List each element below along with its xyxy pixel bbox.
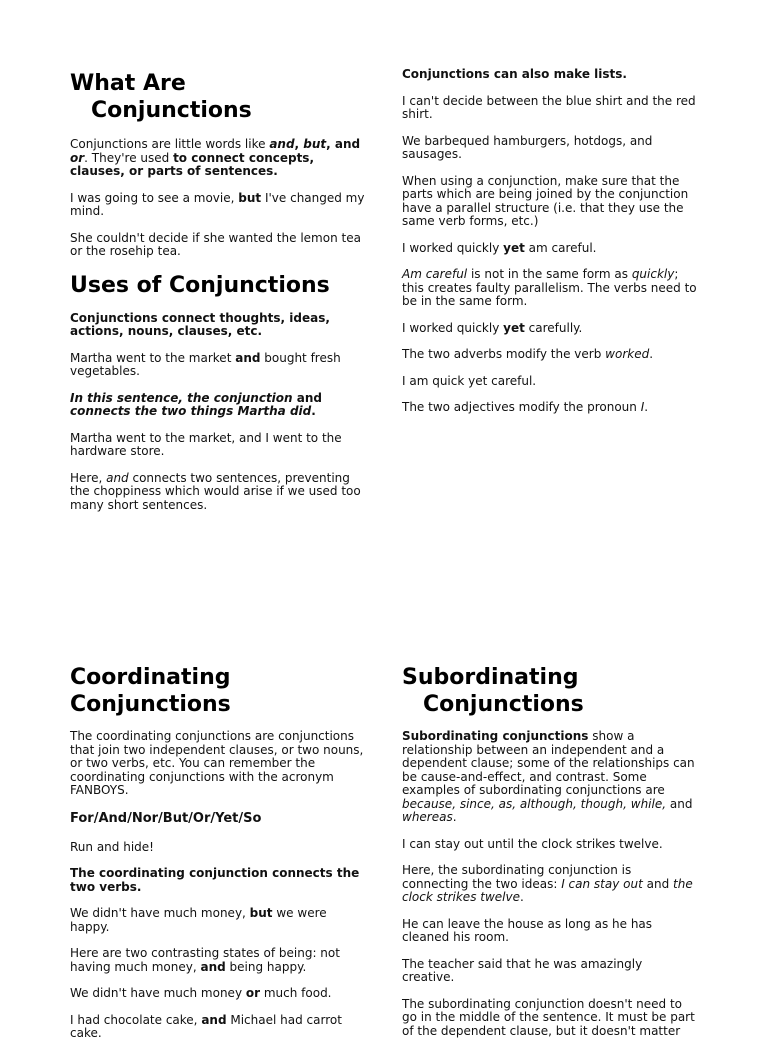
paragraph: Conjunctions are little words like and, but, and or. They're used to connect concepts, clauses, or parts of sentences. — [70, 137, 361, 178]
fanboys-acronym: For/And/Nor/But/Or/Yet/So — [70, 810, 262, 826]
example-sentence: Martha went to the market and bought fresh vegetables. — [70, 350, 341, 378]
example-sentence: I can't decide between the blue shirt and the red shirt. — [402, 93, 696, 121]
paragraph: Conjunctions connect thoughts, ideas, actions, nouns, clauses, etc. — [70, 310, 330, 338]
paragraph: When using a conjunction, make sure that the parts which are being joined by the conjunction have a parallel structure (i.e. that they use the same verb forms, etc.) — [402, 173, 689, 228]
heading-subordinating-conjunctions: Subordinating Conjunctions — [402, 665, 584, 717]
explanation: Here, and connects two sentences, preventing the choppiness which would arise if we used too many short sentences. — [70, 470, 361, 512]
column-bottom-right — [402, 664, 698, 1051]
column-top-right — [402, 68, 698, 428]
heading-coordinating-conjunctions: Coordinating Conjunctions — [70, 665, 231, 717]
heading-uses-of-conjunctions: Uses of Conjunctions — [70, 272, 330, 298]
explanation: Am careful is not in the same form as quickly; this creates faulty parallelism. The verbs need to be in the same form. — [402, 267, 697, 308]
explanation: Here, the subordinating conjunction is connecting the two ideas: I can stay out and the clock strikes twelve. — [402, 863, 693, 904]
example-sentence: We barbequed hamburgers, hotdogs, and sausages. — [402, 133, 653, 161]
explanation: The two adjectives modify the pronoun I. — [402, 400, 649, 414]
explanation: Here are two contrasting states of being: not having much money, and being happy. — [70, 946, 340, 974]
paragraph: The coordinating conjunctions are conjunctions that join two independent clauses, or two nouns, or two verbs, etc. You can remember the coordinating conjunctions with the acronym FANBOYS. — [70, 729, 364, 797]
example-sentence: I was going to see a movie, but I've changed my mind. — [70, 190, 365, 218]
example-sentence: I can stay out until the clock strikes twelve. — [402, 836, 663, 851]
explanation: In this sentence, the conjunction and connects the two things Martha did. — [70, 390, 322, 418]
example-sentence: Martha went to the market, and I went to the hardware store. — [70, 430, 342, 458]
example-sentence: We didn't have much money, but we were happy. — [70, 906, 327, 934]
heading-what-are-conjunctions: What Are Conjunctions — [70, 71, 252, 123]
example-sentence: I worked quickly yet am careful. — [402, 240, 597, 255]
paragraph: Subordinating conjunctions show a relationship between an independent and a dependent clause; some of the relationships can be cause-and-effect, and contrast. Some examples of subordinating conjunctions are because, since, as, although, though, while, and whereas. — [402, 729, 695, 824]
example-sentence: Run and hide! — [70, 839, 154, 854]
explanation: The coordinating conjunction connects the two verbs. — [70, 866, 360, 894]
example-sentence: The teacher said that he was amazingly creative. — [402, 956, 643, 984]
example-sentence: I am quick yet careful. — [402, 373, 537, 388]
example-sentence: I had chocolate cake, and Michael had carrot cake. — [70, 1012, 342, 1040]
column-bottom-left — [70, 664, 366, 1054]
column-top-left — [70, 70, 366, 525]
paragraph-heading: Conjunctions can also make lists. — [402, 67, 627, 81]
explanation: The two adverbs modify the verb worked. — [402, 347, 654, 361]
example-sentence: He can leave the house as long as he has cleaned his room. — [402, 916, 653, 944]
example-sentence: I worked quickly yet carefully. — [402, 320, 583, 335]
example-sentence: She couldn't decide if she wanted the lemon tea or the rosehip tea. — [70, 230, 361, 258]
explanation: The subordinating conjunction doesn't need to go in the middle of the sentence. It must be part of the dependent clause, but it doesn't matter — [402, 996, 695, 1038]
example-sentence: We didn't have much money or much food. — [70, 986, 332, 1000]
